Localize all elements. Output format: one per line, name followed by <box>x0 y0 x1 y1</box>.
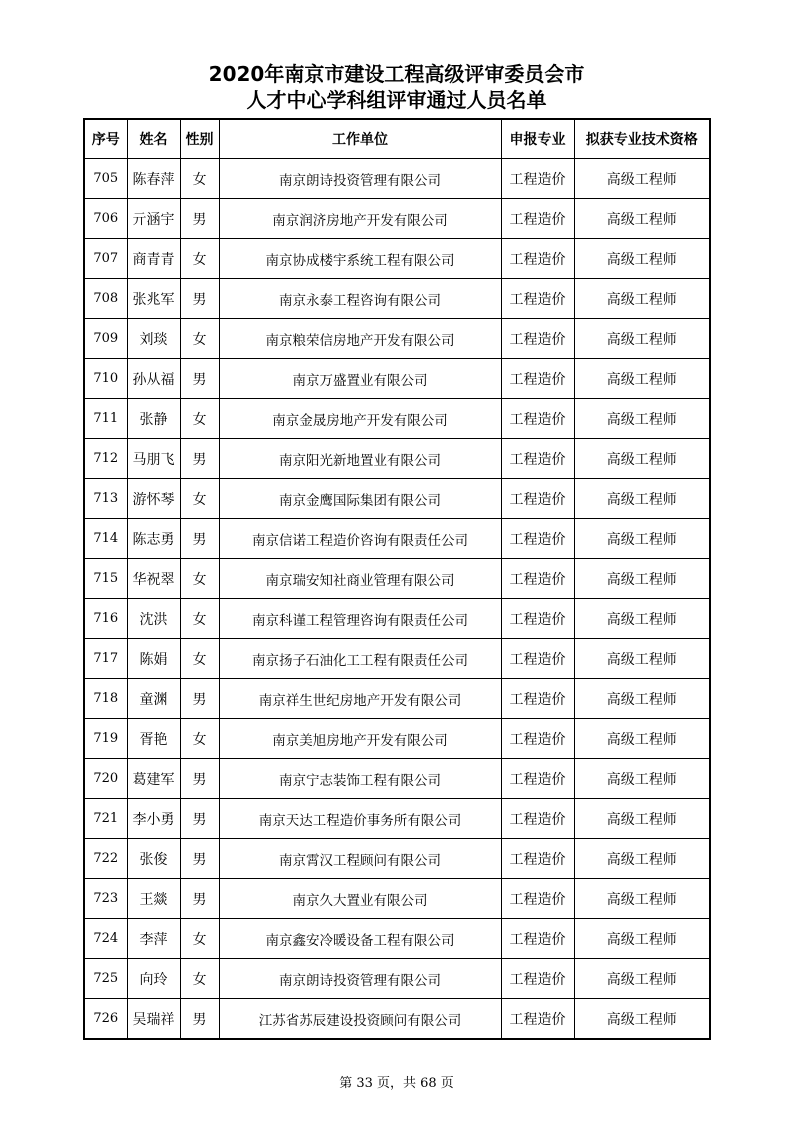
cell-qualification: 高级工程师 <box>574 719 710 759</box>
cell-major: 工程造价 <box>501 839 574 879</box>
table-row <box>84 719 710 759</box>
cell-major: 工程造价 <box>501 359 574 399</box>
header-row <box>84 119 710 159</box>
cell-seq: 710 <box>84 359 127 399</box>
cell-qualification: 高级工程师 <box>574 839 710 879</box>
cell-gender: 男 <box>180 199 219 239</box>
cell-name: 葛建军 <box>127 759 180 799</box>
table-row <box>84 799 710 839</box>
table-row <box>84 919 710 959</box>
cell-qualification: 高级工程师 <box>574 479 710 519</box>
cell-qualification: 高级工程师 <box>574 959 710 999</box>
cell-name: 亓涵宇 <box>127 199 180 239</box>
cell-gender: 男 <box>180 879 219 919</box>
cell-seq: 725 <box>84 959 127 999</box>
cell-name: 陈春萍 <box>127 159 180 199</box>
cell-employer: 南京科谨工程管理咨询有限责任公司 <box>219 599 501 639</box>
cell-major: 工程造价 <box>501 239 574 279</box>
cell-qualification: 高级工程师 <box>574 439 710 479</box>
cell-name: 向玲 <box>127 959 180 999</box>
table-row <box>84 159 710 199</box>
cell-name: 张静 <box>127 399 180 439</box>
cell-qualification: 高级工程师 <box>574 879 710 919</box>
cell-major: 工程造价 <box>501 519 574 559</box>
roster-table <box>83 118 711 1040</box>
header-major: 申报专业 <box>501 119 574 159</box>
cell-name: 童渊 <box>127 679 180 719</box>
cell-major: 工程造价 <box>501 479 574 519</box>
cell-seq: 712 <box>84 439 127 479</box>
cell-major: 工程造价 <box>501 399 574 439</box>
table-row <box>84 439 710 479</box>
cell-qualification: 高级工程师 <box>574 519 710 559</box>
cell-gender: 男 <box>180 279 219 319</box>
cell-name: 刘琰 <box>127 319 180 359</box>
table-row <box>84 879 710 919</box>
cell-name: 张俊 <box>127 839 180 879</box>
cell-name: 李萍 <box>127 919 180 959</box>
cell-gender: 男 <box>180 839 219 879</box>
cell-name: 吴瑞祥 <box>127 999 180 1040</box>
table-row <box>84 599 710 639</box>
cell-major: 工程造价 <box>501 199 574 239</box>
cell-gender: 女 <box>180 719 219 759</box>
cell-employer: 南京鑫安冷暖设备工程有限公司 <box>219 919 501 959</box>
page-number: 第 33 页，共 68 页 <box>339 1076 454 1091</box>
cell-gender: 女 <box>180 479 219 519</box>
cell-seq: 726 <box>84 999 127 1040</box>
table-row <box>84 279 710 319</box>
cell-gender: 男 <box>180 359 219 399</box>
table-row <box>84 319 710 359</box>
cell-qualification: 高级工程师 <box>574 239 710 279</box>
cell-major: 工程造价 <box>501 159 574 199</box>
document-title-line-1: 2020年南京市建设工程高级评审委员会市 <box>208 62 585 86</box>
cell-gender: 女 <box>180 599 219 639</box>
cell-name: 游怀琴 <box>127 479 180 519</box>
cell-gender: 男 <box>180 759 219 799</box>
cell-employer: 南京霄汉工程顾问有限公司 <box>219 839 501 879</box>
cell-qualification: 高级工程师 <box>574 679 710 719</box>
cell-employer: 南京扬子石油化工工程有限责任公司 <box>219 639 501 679</box>
cell-major: 工程造价 <box>501 759 574 799</box>
cell-employer: 南京金鹰国际集团有限公司 <box>219 479 501 519</box>
cell-employer: 南京协成楼宇系统工程有限公司 <box>219 239 501 279</box>
cell-gender: 男 <box>180 439 219 479</box>
cell-employer: 南京天达工程造价事务所有限公司 <box>219 799 501 839</box>
cell-qualification: 高级工程师 <box>574 359 710 399</box>
cell-seq: 717 <box>84 639 127 679</box>
cell-name: 张兆军 <box>127 279 180 319</box>
cell-employer: 南京信诺工程造价咨询有限责任公司 <box>219 519 501 559</box>
cell-seq: 716 <box>84 599 127 639</box>
cell-seq: 718 <box>84 679 127 719</box>
header-seq: 序号 <box>84 119 127 159</box>
cell-seq: 724 <box>84 919 127 959</box>
table-row <box>84 239 710 279</box>
cell-seq: 705 <box>84 159 127 199</box>
table-row <box>84 639 710 679</box>
cell-employer: 南京朗诗投资管理有限公司 <box>219 159 501 199</box>
cell-qualification: 高级工程师 <box>574 799 710 839</box>
table-row <box>84 959 710 999</box>
cell-employer: 南京美旭房地产开发有限公司 <box>219 719 501 759</box>
cell-major: 工程造价 <box>501 559 574 599</box>
cell-seq: 707 <box>84 239 127 279</box>
table-row <box>84 479 710 519</box>
cell-employer: 南京金晟房地产开发有限公司 <box>219 399 501 439</box>
cell-seq: 713 <box>84 479 127 519</box>
cell-qualification: 高级工程师 <box>574 639 710 679</box>
cell-gender: 男 <box>180 999 219 1040</box>
table-row <box>84 679 710 719</box>
cell-qualification: 高级工程师 <box>574 999 710 1040</box>
header-employer: 工作单位 <box>219 119 501 159</box>
cell-major: 工程造价 <box>501 719 574 759</box>
cell-employer: 南京万盛置业有限公司 <box>219 359 501 399</box>
cell-major: 工程造价 <box>501 319 574 359</box>
cell-name: 陈志勇 <box>127 519 180 559</box>
cell-seq: 709 <box>84 319 127 359</box>
cell-gender: 女 <box>180 919 219 959</box>
cell-gender: 男 <box>180 799 219 839</box>
cell-major: 工程造价 <box>501 919 574 959</box>
cell-employer: 南京久大置业有限公司 <box>219 879 501 919</box>
cell-seq: 722 <box>84 839 127 879</box>
cell-name: 华祝翠 <box>127 559 180 599</box>
cell-name: 李小勇 <box>127 799 180 839</box>
cell-major: 工程造价 <box>501 439 574 479</box>
cell-gender: 女 <box>180 639 219 679</box>
cell-name: 商青青 <box>127 239 180 279</box>
cell-major: 工程造价 <box>501 679 574 719</box>
cell-major: 工程造价 <box>501 999 574 1040</box>
cell-employer: 南京朗诗投资管理有限公司 <box>219 959 501 999</box>
cell-gender: 女 <box>180 559 219 599</box>
cell-seq: 711 <box>84 399 127 439</box>
cell-qualification: 高级工程师 <box>574 319 710 359</box>
table-row <box>84 519 710 559</box>
table-row <box>84 559 710 599</box>
cell-name: 陈娟 <box>127 639 180 679</box>
cell-gender: 女 <box>180 399 219 439</box>
cell-employer: 南京阳光新地置业有限公司 <box>219 439 501 479</box>
cell-employer: 南京粮荣信房地产开发有限公司 <box>219 319 501 359</box>
cell-gender: 女 <box>180 239 219 279</box>
document-title-line-2: 人才中心学科组评审通过人员名单 <box>246 88 547 112</box>
cell-gender: 男 <box>180 679 219 719</box>
cell-employer: 南京永泰工程咨询有限公司 <box>219 279 501 319</box>
cell-qualification: 高级工程师 <box>574 159 710 199</box>
cell-qualification: 高级工程师 <box>574 399 710 439</box>
roster-body <box>84 159 710 1040</box>
cell-seq: 714 <box>84 519 127 559</box>
cell-seq: 721 <box>84 799 127 839</box>
cell-gender: 女 <box>180 959 219 999</box>
cell-employer: 江苏省苏辰建设投资顾问有限公司 <box>219 999 501 1040</box>
header-gender: 性别 <box>180 119 219 159</box>
cell-qualification: 高级工程师 <box>574 919 710 959</box>
cell-gender: 女 <box>180 319 219 359</box>
cell-seq: 720 <box>84 759 127 799</box>
cell-employer: 南京瑞安知社商业管理有限公司 <box>219 559 501 599</box>
cell-major: 工程造价 <box>501 959 574 999</box>
header-qualification: 拟获专业技术资格 <box>574 119 710 159</box>
table-row <box>84 359 710 399</box>
cell-qualification: 高级工程师 <box>574 279 710 319</box>
cell-major: 工程造价 <box>501 639 574 679</box>
cell-employer: 南京宁志装饰工程有限公司 <box>219 759 501 799</box>
cell-name: 沈洪 <box>127 599 180 639</box>
cell-seq: 723 <box>84 879 127 919</box>
table-row <box>84 399 710 439</box>
cell-seq: 706 <box>84 199 127 239</box>
cell-name: 孙从福 <box>127 359 180 399</box>
cell-qualification: 高级工程师 <box>574 759 710 799</box>
cell-major: 工程造价 <box>501 599 574 639</box>
table-row <box>84 199 710 239</box>
cell-name: 王燚 <box>127 879 180 919</box>
header-name: 姓名 <box>127 119 180 159</box>
cell-employer: 南京润济房地产开发有限公司 <box>219 199 501 239</box>
cell-name: 马朋飞 <box>127 439 180 479</box>
cell-major: 工程造价 <box>501 799 574 839</box>
cell-qualification: 高级工程师 <box>574 559 710 599</box>
cell-qualification: 高级工程师 <box>574 599 710 639</box>
cell-seq: 719 <box>84 719 127 759</box>
cell-gender: 女 <box>180 159 219 199</box>
cell-major: 工程造价 <box>501 879 574 919</box>
table-row <box>84 999 710 1040</box>
cell-qualification: 高级工程师 <box>574 199 710 239</box>
cell-name: 胥艳 <box>127 719 180 759</box>
table-row <box>84 759 710 799</box>
cell-employer: 南京祥生世纪房地产开发有限公司 <box>219 679 501 719</box>
cell-gender: 男 <box>180 519 219 559</box>
table-row <box>84 839 710 879</box>
cell-major: 工程造价 <box>501 279 574 319</box>
cell-seq: 708 <box>84 279 127 319</box>
cell-seq: 715 <box>84 559 127 599</box>
